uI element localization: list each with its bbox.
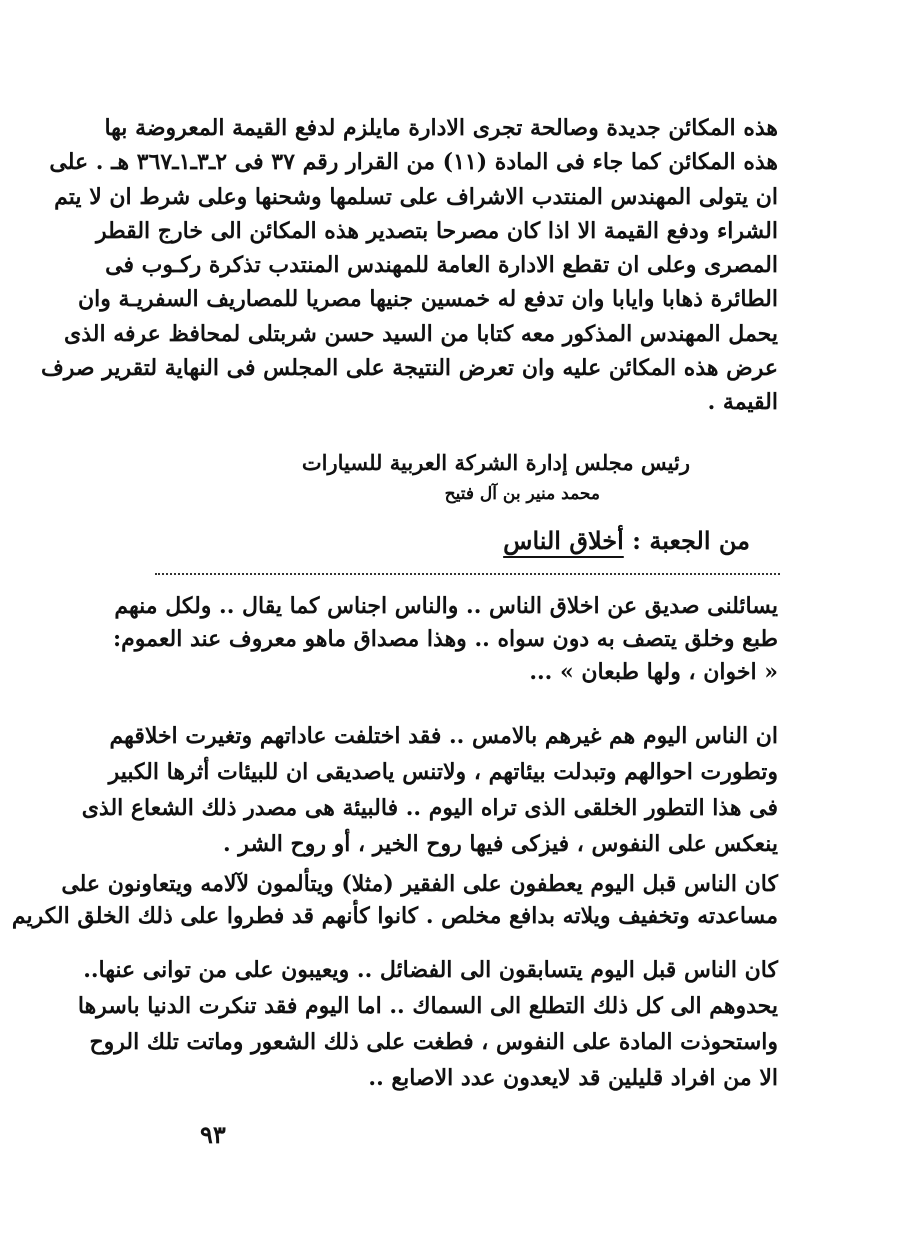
- paragraph-line: الشراء ودفع القيمة الا اذا كان مصرحا بتصدير هذه المكائن الى خارج القطر: [96, 217, 778, 244]
- paragraph-line: المصرى وعلى ان تقطع الادارة العامة للمهندس المنتدب تذكرة ركـوب فى: [105, 252, 778, 279]
- top-paragraph: [40, 111, 778, 420]
- paragraph-line: الطائرة ذهابا وايابا وان تدفع له خمسين جنيها مصريا للمصاريف السفريـة وان: [77, 286, 778, 313]
- paragraph-line: الا من افراد قليلين قد لايعدون عدد الاصابع ..: [368, 1065, 778, 1091]
- paragraph-2: [113, 590, 778, 689]
- paragraph-line: مساعدته وتخفيف ويلاته بدافع مخلص . كانوا كأنهم قد فطروا على ذلك الخلق الكريم: [11, 903, 778, 929]
- section-heading: [503, 526, 750, 555]
- paragraph-3: [81, 718, 778, 862]
- paragraph-line: يحدوهم الى كل ذلك التطلع الى السماك .. اما اليوم فقد تنكرت الدنيا باسرها: [77, 993, 778, 1019]
- paragraph-line: ينعكس على النفوس ، فيزكى فيها روح الخير ، أو روح الشر .: [222, 831, 778, 857]
- signature-name: محمد منير بن آل فتيح: [444, 484, 600, 504]
- page-number: ٩٣: [200, 1120, 226, 1149]
- paragraph-line: هذه المكائن كما جاء فى المادة (١١) من القرار رقم ٣٧ فى ٢ـ٣ـ١ـ٣٦٧ هـ . على: [49, 149, 778, 176]
- paragraph-line: ان الناس اليوم هم غيرهم بالامس .. فقد اختلفت عاداتهم وتغيرت اخلاقهم: [109, 723, 778, 749]
- paragraph-line: واستحوذت المادة على النفوس ، فطغت على ذلك الشعور وماتت تلك الروح: [89, 1029, 778, 1055]
- paragraph-line: القيمة .: [707, 389, 778, 416]
- section-title: أخلاق الناس: [503, 526, 624, 555]
- paragraph-line: ان يتولى المهندس المنتدب الاشراف على تسلمها وشحنها وعلى شرط ان لا يتم: [54, 183, 778, 210]
- signature-title: رئيس مجلس إدارة الشركة العربية للسيارات: [301, 450, 690, 475]
- paragraph-line: طبع وخلق يتصف به دون سواه .. وهذا مصداق ماهو معروف عند العموم:: [113, 626, 778, 652]
- paragraph-line: كان الناس قبل اليوم يعطفون على الفقير (مثلا) ويتألمون لآلامه ويتعاونون على: [61, 871, 778, 897]
- paragraph-line: كان الناس قبل اليوم يتسابقون الى الفضائل .. ويعيبون على من توانى عنها..: [83, 957, 778, 983]
- section-divider: [155, 573, 780, 575]
- paragraph-line: « اخوان ، ولها طبعان » ...: [529, 659, 778, 685]
- paragraph-line: عرض هذه المكائن عليه وان تعرض النتيجة على المجلس فى النهاية لتقرير صرف: [40, 355, 778, 382]
- paragraph-line: فى هذا التطور الخلقى الذى تراه اليوم .. فالبيئة هى مصدر ذلك الشعاع الذى: [81, 795, 778, 821]
- paragraph-line: هذه المكائن جديدة وصالحة تجرى الادارة مايلزم لدفع القيمة المعروضة بها: [104, 115, 778, 141]
- paragraph-line: يحمل المهندس المذكور معه كتابا من السيد حسن شربتلى لمحافظ عرفه الذى: [63, 320, 778, 347]
- section-prefix: من الجعبة :: [632, 526, 750, 555]
- paragraph-4: [11, 868, 778, 932]
- paragraph-line: يسائلنى صديق عن اخلاق الناس .. والناس اجناس كما يقال .. ولكل منهم: [114, 593, 778, 619]
- paragraph-line: وتطورت احوالهم وتبدلت بيئاتهم ، ولاتنس ياصديقى ان للبيئات أثرها الكبير: [108, 759, 778, 785]
- paragraph-5: [77, 952, 778, 1096]
